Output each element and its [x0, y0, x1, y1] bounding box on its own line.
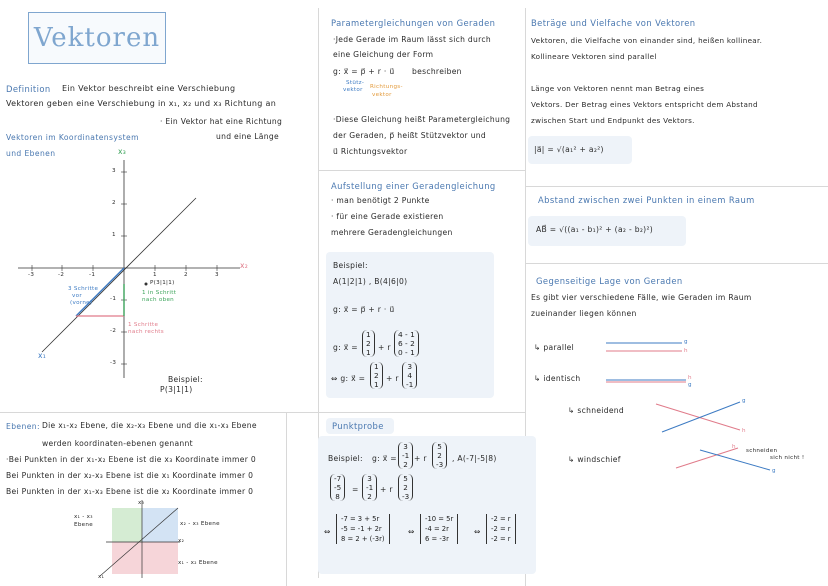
ebenen-line4: Bei Punkten in der x₂-x₃ Ebene ist die x₁ Koordinate immer 0 [6, 471, 254, 480]
betrag-formula: |a⃗| = √(a₁² + a₂²) [534, 145, 604, 154]
aufstellung-g2: g: x⃗ = [333, 343, 358, 352]
note-blue: (vorne) [70, 300, 93, 306]
param-formula: g: x⃗ = p⃗ + r · u⃗ [333, 67, 395, 76]
tick-label: 1 [153, 272, 157, 278]
equation: -2 = r [491, 525, 511, 533]
vec-entry: 1 [366, 330, 371, 339]
param-d1: ·Diese Gleichung heißt Parametergleichung [333, 115, 511, 124]
betrag-l2: Kollineare Vektoren sind parallel [531, 52, 657, 61]
abstand-formula: AB⃗ = √((a₁ - b₁)² + (a₂ - b₂)²) [536, 225, 654, 234]
line-label-h: h [742, 428, 746, 434]
param-stuetz2: vektor [343, 87, 363, 93]
punktprobe-bsp: Beispiel: [328, 454, 363, 463]
vec-entry: -1 [402, 451, 410, 460]
vec-entry: 4 - 1 [398, 330, 415, 339]
note-blue: 3 Schritte [68, 286, 99, 292]
tick-label: 3 [215, 272, 219, 278]
plane-axis-x2: x₂ [178, 538, 185, 544]
page-title: Vektoren [33, 23, 161, 53]
definition-line1: Ein Vektor beschreibt eine Verschiebung [62, 84, 236, 93]
betrag-l3: Länge von Vektoren nennt man Betrag eines [531, 84, 705, 93]
plane-label-x1x3: x₁ - x₃ [74, 514, 93, 520]
plane-axis-x1: x₁ [98, 574, 105, 580]
vec-entry: -3 [436, 460, 444, 469]
param-d3: u⃗ Richtungsvektor [333, 147, 408, 156]
vec-entry: 2 [367, 492, 372, 501]
equiv-sign: ⇔ [324, 527, 331, 536]
lage-case-parallel: ↳ parallel [534, 343, 575, 352]
vec-entry: 2 [403, 483, 408, 492]
tick-label: 2 [112, 200, 116, 206]
param-heading: Parametergleichungen von Geraden [331, 18, 496, 28]
eq-sign: = [352, 485, 359, 494]
aufstellung-b3: mehrere Geradengleichungen [331, 228, 453, 237]
aufstellung-bsp: Beispiel: [333, 261, 368, 270]
lage-case-windschief: ↳ windschief [568, 455, 621, 464]
definition-note2: und eine Länge [216, 132, 279, 141]
lage-heading: Gegenseitige Lage von Geraden [536, 276, 683, 286]
vec-entry: 1 [374, 380, 379, 389]
param-stuetz1: Stütz- [346, 80, 365, 86]
vec-entry: -1 [366, 483, 374, 492]
line-label-g: g [688, 382, 692, 388]
betrag-l1: Vektoren, die Vielfache von einander sind, heißen kollinear. [531, 36, 763, 45]
vec-entry: 2 [374, 371, 379, 380]
axis-x1-label: x₁ [38, 351, 47, 360]
vec-entry: -5 [334, 483, 342, 492]
aufstellung-points: A(1|2|1) , B(4|6|0) [333, 277, 408, 286]
tick-label: 3 [112, 168, 116, 174]
tick-label: 2 [184, 272, 188, 278]
equation: -4 = 2r [425, 525, 449, 533]
param-l2: eine Gleichung der Form [333, 50, 434, 59]
lage-l1: Es gibt vier verschiedene Fälle, wie Geraden im Raum [531, 293, 752, 302]
plane-axis-x3: x₃ [138, 500, 145, 506]
equiv-sign: ⇔ [408, 527, 415, 536]
ebenen-label: Ebenen: [6, 422, 40, 431]
param-l1: ·Jede Gerade im Raum lässt sich durch [333, 35, 491, 44]
equation: 8 = 2 + (-3r) [341, 535, 385, 543]
tick-label: -1 [89, 272, 96, 278]
plane-label-x1x3b: Ebene [74, 522, 94, 528]
vec-entry: 8 [335, 492, 340, 501]
vec-entry: 1 [366, 348, 371, 357]
tick-label: -2 [58, 272, 65, 278]
plane-label-x1x2: x₁ - x₂ Ebene [178, 560, 218, 566]
tick-label: 1 [112, 232, 116, 238]
ebenen-line5: Bei Punkten in der x₁-x₃ Ebene ist die x₂ Koordinate immer 0 [6, 487, 254, 496]
punktprobe-heading: Punktprobe [332, 421, 384, 431]
point-label: P(3|1|1) [150, 280, 175, 286]
line-label-g: g [772, 468, 776, 474]
ebenen-line2: werden koordinaten-ebenen genannt [42, 439, 193, 448]
note-pink: 1 Schritte [128, 322, 159, 328]
tick-label: -3 [28, 272, 35, 278]
windschief-note1: schneiden [746, 448, 778, 454]
equiv-sign: ⇔ [474, 527, 481, 536]
aufstellung-g1: g: x⃗ = p⃗ + r · u⃗ [333, 305, 395, 314]
vec-entry: 2 [366, 339, 371, 348]
aufstellung-b1: · man benötigt 2 Punkte [331, 196, 430, 205]
axis-x2-label: x₂ [240, 261, 249, 270]
plus-r: + r [386, 374, 399, 383]
definition-line2: Vektoren geben eine Verschiebung in x₁, x₂ und x₃ Richtung an [6, 99, 277, 108]
vec-entry: -3 [402, 492, 410, 501]
note-green: 1 in Schritt [142, 290, 177, 296]
vec-entry: 0 - 1 [398, 348, 415, 357]
plus-r: + r [414, 454, 427, 463]
punktprobe-point: , A(-7|-5|8) [452, 454, 497, 463]
vec-entry: -1 [406, 380, 414, 389]
equation: -10 = 5r [425, 515, 454, 523]
vec-entry: 4 [407, 371, 413, 380]
line-label-h: h [684, 348, 688, 354]
vec-entry: 3 [367, 474, 372, 483]
plus-r: + r [378, 343, 391, 352]
vec-entry: 2 [437, 451, 442, 460]
param-richt2: vektor [372, 92, 392, 98]
abstand-heading: Abstand zwischen zwei Punkten in einem Raum [538, 195, 755, 205]
param-richt1: Richtungs- [370, 84, 403, 90]
vec-entry: 5 [403, 474, 408, 483]
example-label: Beispiel: [168, 375, 203, 384]
aufstellung-heading: Aufstellung einer Geradengleichung [331, 181, 496, 191]
line-label-g: g [684, 339, 688, 345]
ebenen-line1: Die x₁-x₂ Ebene, die x₂-x₃ Ebene und die x₁-x₃ Ebene [42, 421, 257, 430]
param-d2: der Geraden, p⃗ heißt Stützvektor und [333, 131, 487, 140]
ebenen-line3: ·Bei Punkten in der x₁-x₂ Ebene ist die x₃ Koordinate immer 0 [6, 455, 256, 464]
vec-entry: 3 [407, 362, 413, 371]
vec-entry: 5 [437, 442, 442, 451]
equation: -2 = r [491, 535, 511, 543]
note-pink: nach rechts [128, 329, 165, 335]
equation: 6 = -3r [425, 535, 449, 543]
vec-entry: 2 [403, 460, 408, 469]
plus-r: + r [380, 485, 393, 494]
axis-x3-label: x₃ [118, 147, 127, 156]
coord-heading2: und Ebenen [6, 149, 56, 158]
aufstellung-g3: ⇔ g: x⃗ = [331, 374, 366, 383]
line-label-h: h [732, 444, 736, 450]
note-blue: vor [72, 293, 82, 299]
tick-label: -1 [110, 296, 117, 302]
coord-heading: Vektoren im Koordinatensystem [6, 133, 139, 142]
vec-entry: 1 [374, 362, 379, 371]
betrag-heading: Beträge und Vielfache von Vektoren [531, 18, 696, 28]
definition-label: Definition [6, 84, 51, 94]
plane-label-x2x3: x₂ - x₃ Ebene [180, 521, 220, 527]
line-label-h: h [688, 375, 692, 381]
equation: -5 = -1 + 2r [341, 525, 382, 533]
example-value: P(3|1|1) [160, 385, 193, 394]
vec-entry: 6 - 2 [398, 339, 415, 348]
betrag-l5: zwischen Start und Endpunkt des Vektors. [531, 116, 695, 125]
equation: -2 = r [491, 515, 511, 523]
line-label-g: g [742, 398, 746, 404]
definition-note1: · Ein Vektor hat eine Richtung [160, 117, 283, 126]
equation: -7 = 3 + 5r [341, 515, 380, 523]
punktprobe-gline: g: x⃗ = [372, 454, 397, 463]
lage-case-identisch: ↳ identisch [534, 374, 581, 383]
aufstellung-b2: · für eine Gerade existieren [331, 212, 444, 221]
lage-case-schneidend: ↳ schneidend [568, 406, 625, 415]
lage-l2: zueinander liegen können [531, 309, 637, 318]
vec-entry: 3 [403, 442, 408, 451]
windschief-note2: sich nicht ! [770, 455, 805, 461]
vec-entry: -7 [334, 474, 342, 483]
betrag-l4: Vektors. Der Betrag eines Vektors entspricht dem Abstand [531, 100, 758, 109]
param-formula-suffix: beschreiben [412, 67, 462, 76]
tick-label: -3 [110, 360, 117, 366]
tick-label: -2 [110, 328, 117, 334]
note-green: nach oben [142, 297, 175, 303]
